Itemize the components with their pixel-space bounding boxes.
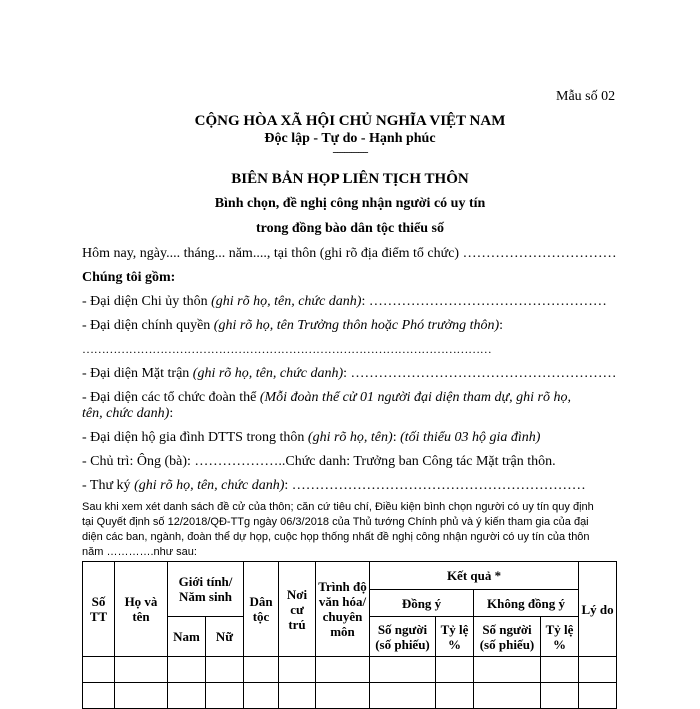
paragraph-line-1: Sau khi xem xét danh sách đề cử của thôn; căn cứ tiêu chí, Điều kiện bình chọn người có uy tín quy định: [82, 501, 594, 513]
nation-header: CỘNG HÒA XÃ HỘI CHỦ NGHĨA VIỆT NAM: [194, 113, 506, 129]
secretary-note: (ghi rõ họ, tên, chức danh): [134, 478, 285, 493]
gov-rep-tail: :: [499, 318, 504, 333]
col-stt: Số TT: [83, 562, 115, 657]
orgs-rep-note-2: tên, chức danh): [82, 406, 170, 421]
col-agree-pct: Tỷ lệ %: [436, 617, 474, 657]
col-agree-votes: Số người (số phiếu): [370, 617, 436, 657]
gov-rep-line: [82, 318, 503, 334]
col-reason: Lý do: [579, 562, 617, 657]
col-disagree: Không đồng ý: [474, 590, 579, 617]
table-cell[interactable]: [115, 683, 168, 709]
table-cell[interactable]: [83, 683, 115, 709]
table-row: [83, 683, 617, 709]
household-rep-line: [82, 430, 540, 446]
secretary-label: - Thư ký: [82, 478, 135, 493]
intro-line: Hôm nay, ngày.... tháng... năm...., tại thôn (ghi rõ địa điểm tổ chức) ……………………………: [82, 246, 617, 261]
secretary-tail: : ………………………………………………………: [284, 478, 586, 493]
gov-rep-note: (ghi rõ họ, tên Trưởng thôn hoặc Phó trưởng thôn): [213, 318, 500, 333]
party-rep-label: - Đại diện Chi ủy thôn: [82, 294, 212, 309]
front-rep-label: - Đại diện Mặt trận: [82, 366, 193, 381]
front-rep-note: (ghi rõ họ, tên, chức danh): [192, 366, 344, 381]
col-ethnicity: Dân tộc: [244, 562, 279, 657]
paragraph-line-3: diện các ban, ngành, đoàn thể dự họp, cuộc họp thống nhất đề nghị công nhận người có uy tín của thôn: [82, 531, 590, 543]
col-result: Kết quả *: [370, 562, 579, 590]
table-cell[interactable]: [370, 683, 436, 709]
table-cell[interactable]: [370, 657, 436, 683]
col-male: Nam: [168, 617, 206, 657]
table-cell[interactable]: [206, 683, 244, 709]
table-row: [83, 657, 617, 683]
document-title: BIÊN BẢN HỌP LIÊN TỊCH THÔN: [231, 171, 469, 187]
front-rep-line: [82, 366, 617, 382]
table-cell[interactable]: [244, 657, 279, 683]
table-cell[interactable]: [541, 657, 579, 683]
table-cell[interactable]: [316, 683, 370, 709]
col-education: Trình độ văn hóa/ chuyên môn: [316, 562, 370, 657]
secretary-line: [82, 478, 586, 494]
chair-line: - Chủ trì: Ông (bà): ………………..Chức danh: Trưởng ban Công tác Mặt trận thôn.: [82, 454, 556, 469]
we-include: Chúng tôi gồm:: [82, 270, 176, 285]
table-cell[interactable]: [279, 657, 316, 683]
table-cell[interactable]: [436, 657, 474, 683]
table-cell[interactable]: [115, 657, 168, 683]
table-cell[interactable]: [541, 683, 579, 709]
col-agree: Đồng ý: [370, 590, 474, 617]
table-cell[interactable]: [168, 657, 206, 683]
household-rep-note: (ghi rõ họ, tên): [307, 430, 393, 445]
col-disagree-votes: Số người (số phiếu): [474, 617, 541, 657]
table-cell[interactable]: [474, 657, 541, 683]
col-name: Họ và tên: [115, 562, 168, 657]
household-rep-label: - Đại diện hộ gia đình DTTS trong thôn: [82, 430, 308, 445]
col-gender-birth: Giới tính/ Năm sinh: [168, 562, 244, 617]
orgs-rep-label: - Đại diện các tổ chức đoàn thể: [82, 390, 260, 405]
gov-rep-label: - Đại diện chính quyền: [82, 318, 214, 333]
table-cell[interactable]: [83, 657, 115, 683]
table-cell[interactable]: [168, 683, 206, 709]
subtitle-1: Bình chọn, đề nghị công nhận người có uy tín: [214, 196, 486, 211]
col-residence: Nơi cư trú: [279, 562, 316, 657]
subtitle-2: trong đồng bào dân tộc thiểu số: [255, 221, 444, 236]
table-cell[interactable]: [316, 657, 370, 683]
front-rep-tail: : …………………………………………………: [343, 366, 617, 381]
motto: Độc lập - Tự do - Hạnh phúc: [264, 131, 436, 146]
orgs-rep-note-1: (Mỗi đoàn thể cử 01 người đại diện tham dự, ghi rõ họ,: [259, 390, 571, 405]
table-cell[interactable]: [474, 683, 541, 709]
table-cell[interactable]: [244, 683, 279, 709]
household-rep-note-2: (tối thiểu 03 hộ gia đình): [400, 430, 541, 445]
party-rep-line: [82, 294, 607, 310]
table-cell[interactable]: [279, 683, 316, 709]
orgs-rep-line: [82, 390, 571, 406]
table-cell[interactable]: [436, 683, 474, 709]
table-cell[interactable]: [579, 683, 617, 709]
orgs-rep-tail: :: [169, 406, 174, 421]
separator: ---------------: [332, 147, 368, 158]
table-cell[interactable]: [206, 657, 244, 683]
paragraph-line-2: tại Quyết định số 12/2018/QĐ-TTg ngày 06/3/2018 của Thủ tướng Chính phủ và ý kiến tham gia của đại: [82, 516, 589, 528]
party-rep-tail: : ……………………………………………: [361, 294, 607, 309]
table-cell[interactable]: [579, 657, 617, 683]
party-rep-note: (ghi rõ họ, tên, chức danh): [211, 294, 362, 309]
gov-rep-dots: ……………………………………………………………………………………………: [82, 342, 492, 356]
col-female: Nữ: [206, 617, 244, 657]
col-disagree-pct: Tỷ lệ %: [541, 617, 579, 657]
resolution-paragraph: [82, 500, 622, 560]
household-rep-tail: :: [392, 430, 401, 445]
form-number: Mẫu số 02: [556, 89, 616, 104]
results-table: [82, 561, 617, 709]
paragraph-line-4: năm ………….như sau:: [82, 546, 197, 558]
orgs-rep-line-2: [82, 406, 173, 422]
